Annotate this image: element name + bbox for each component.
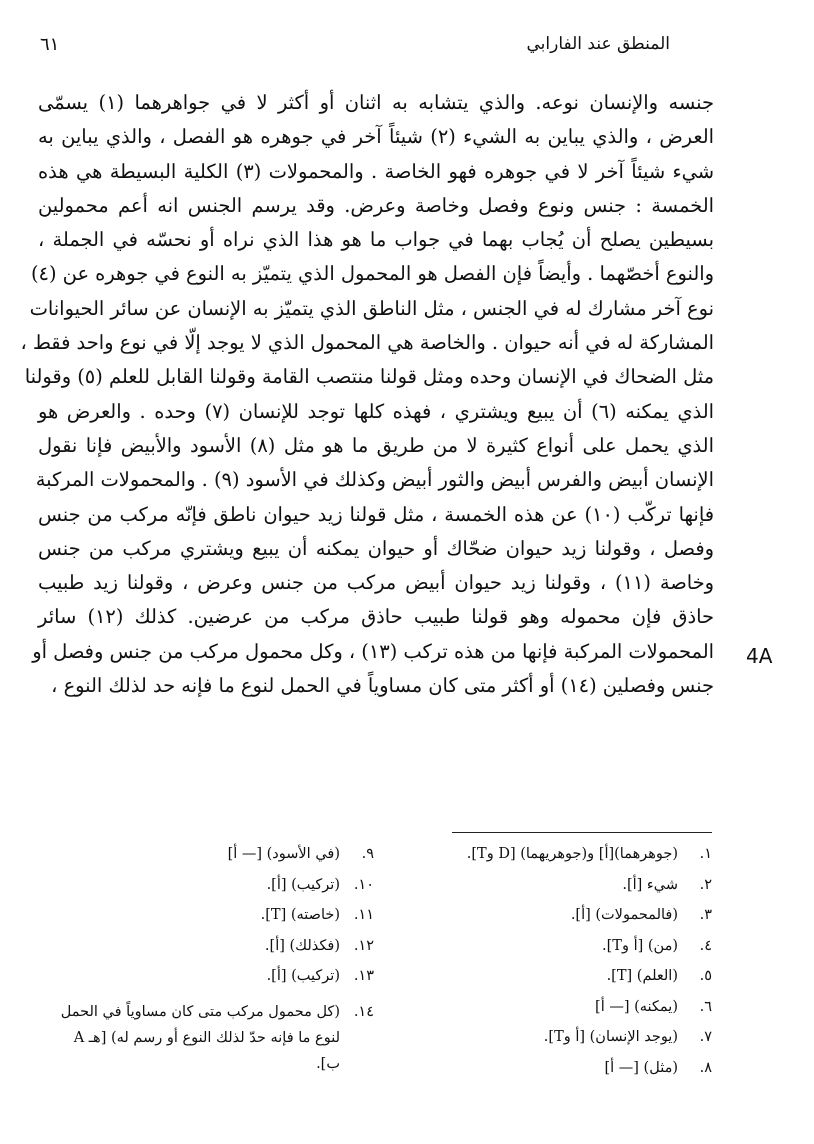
footnote-number: ١٢. <box>353 937 374 954</box>
footnote-text: (خاصته) [T]. <box>260 907 340 923</box>
footnotes-column-left <box>38 846 374 1077</box>
footnotes-column-right <box>420 846 712 1090</box>
footnote-number: ٧. <box>699 1029 712 1045</box>
text-line: الذي يمكنه (٦) أن يبيع ويشتري ، فهذه كلها توجد للإنسان (٧) وحده . والعرض هو <box>38 399 715 423</box>
footnote <box>38 938 374 969</box>
footnote-text-continued: لنوع ما فإنه حدّ لذلك النوع أو رسم له) [هـ A <box>73 1029 340 1046</box>
footnote <box>420 877 712 908</box>
footnote <box>420 907 712 938</box>
footnote <box>38 968 374 999</box>
running-header <box>40 32 670 62</box>
text-line: والنوع أخصّهما . وأيضاً فإن الفصل هو المحمول الذي يتميّز به النوع في جوهره عن (٤) <box>30 262 714 286</box>
footnote-text-continued: ب]. <box>316 1055 340 1072</box>
footnote <box>420 999 712 1030</box>
footnote <box>420 938 712 969</box>
footnote <box>38 877 374 908</box>
footnote-divider <box>452 832 712 833</box>
footnote-text: (كل محمول مركب متى كان مساوياً في الحمل <box>60 1003 340 1020</box>
margin-folio-marker: 4A <box>746 644 773 668</box>
footnote <box>38 907 374 938</box>
text-line: مثل الضحاك في الإنسان وحده ومثل قولنا منتصب القامة وقولنا القابل للعلم (٥) وقولنا <box>24 365 714 389</box>
footnote-number: ١٤. <box>353 1003 374 1020</box>
footnote-number: ١٠. <box>353 876 374 893</box>
footnote-number: ٨. <box>699 1059 712 1076</box>
footnote-number: ٥. <box>699 968 712 984</box>
text-line: وفصل ، وقولنا زيد حيوان ضحّاك أو حيوان يمكنه أن يبيع ويشتري مركب من جنس <box>38 536 714 560</box>
footnote-text: (تركيب) [أ]. <box>266 968 340 984</box>
footnote-text: (يوجد الإنسان) [أ وT]. <box>543 1029 678 1045</box>
footnote <box>420 1060 712 1091</box>
text-line: جنس وفصلين (١٤) أو أكثر متى كان مساوياً في الحمل لنوع ما فإنه حد لذلك النوع ، <box>51 674 714 698</box>
footnote-text: (في الأسود) [— أ] <box>227 846 340 862</box>
footnote-number: ٣. <box>699 907 712 923</box>
footnote-text: (فالمحمولات) [أ]. <box>570 907 678 923</box>
footnote <box>420 1029 712 1060</box>
footnote-number: ٢. <box>699 876 712 893</box>
footnote-text: (جوهرهما)[أ] و(جوهريهما) [D وT]. <box>466 846 678 862</box>
text-line: حاذق فإن محموله وهو قولنا طبيب حاذق مركب من عرضين. كذلك (١٢) سائر <box>38 605 714 629</box>
running-title: المنطق عند الفارابي <box>526 34 670 54</box>
footnote-text: (مثل) [— أ] <box>604 1059 678 1076</box>
footnote-text: (يمكنه) [— أ] <box>595 998 678 1015</box>
footnote-text: (تركيب) [أ]. <box>266 876 340 893</box>
text-line: بسيطين يصلح أن يُجاب بهما في جواب ما هو هذا الذي نراه أو نحسّه في الجملة ، <box>38 228 714 252</box>
text-line: المحمولات المركبة فإنها من هذه تركب (١٣) ، وكل محمول مركب من جنس وفصل أو <box>32 639 714 663</box>
text-line: الإنسان أبيض والفرس أبيض والثور أبيض وكذلك في الأسود (٩) . والمحمولات المركبة <box>35 468 714 492</box>
footnote <box>38 999 374 1077</box>
text-line: المشاركة له في أنه حيوان . والخاصة هي المحمول الذي لا يوجد إلّا في نوع واحد فقط ، <box>20 331 714 355</box>
footnote-number: ١. <box>699 846 712 862</box>
text-line: فإنها تركّب (١٠) عن هذه الخمسة ، مثل قولنا زيد حيوان ناطق فإنّه مركب من جنس <box>38 502 714 526</box>
footnote-number: ١٣. <box>353 968 374 984</box>
page-number: ٦١ <box>40 34 60 55</box>
text-line: نوع آخر مشارك له في الجنس ، مثل الناطق الذي يتميّز به الإنسان عن سائر الحيوانات <box>29 296 714 320</box>
footnote-number: ٦. <box>699 998 712 1015</box>
text-line: جنسه والإنسان نوعه. والذي يتشابه به اثنان أو أكثر لا في جواهرهما (١) يسمّى <box>38 91 714 114</box>
text-line: العرض ، والذي يباين به الشيء (٢) شيئاً آخر في جوهره هو الفصل ، والذي يباين به <box>38 125 715 149</box>
footnote <box>420 846 712 877</box>
footnote <box>420 968 712 999</box>
text-line: شيء شيئاً آخر لا في جوهره فهو الخاصة . والمحمولات (٣) الكلية البسيطة هي هذه <box>38 159 714 183</box>
main-text <box>20 86 715 703</box>
footnote-text: (العلم) [T]. <box>606 968 678 984</box>
text-line: الذي يحمل على أنواع كثيرة لا من طريق ما هو مثل (٨) الأسود والأبيض فإنا نقول <box>38 433 714 457</box>
footnote-text: شيء [أ]. <box>622 876 678 893</box>
footnote-text: (فكذلك) [أ]. <box>264 937 340 954</box>
footnote-number: ١١. <box>353 907 374 923</box>
footnote-text: (من) [أ وT]. <box>602 937 678 954</box>
text-line: الخمسة : جنس ونوع وفصل وخاصة وعرض. وقد يرسم الجنس انه أعم محمولين <box>38 193 714 217</box>
text-line: وخاصة (١١) ، وقولنا زيد حيوان أبيض مركب من جنس وعرض ، وقولنا زيد طبيب <box>38 571 714 595</box>
footnote-number: ٤. <box>699 937 712 954</box>
footnote <box>38 846 374 877</box>
footnote-number: ٩. <box>361 846 374 862</box>
